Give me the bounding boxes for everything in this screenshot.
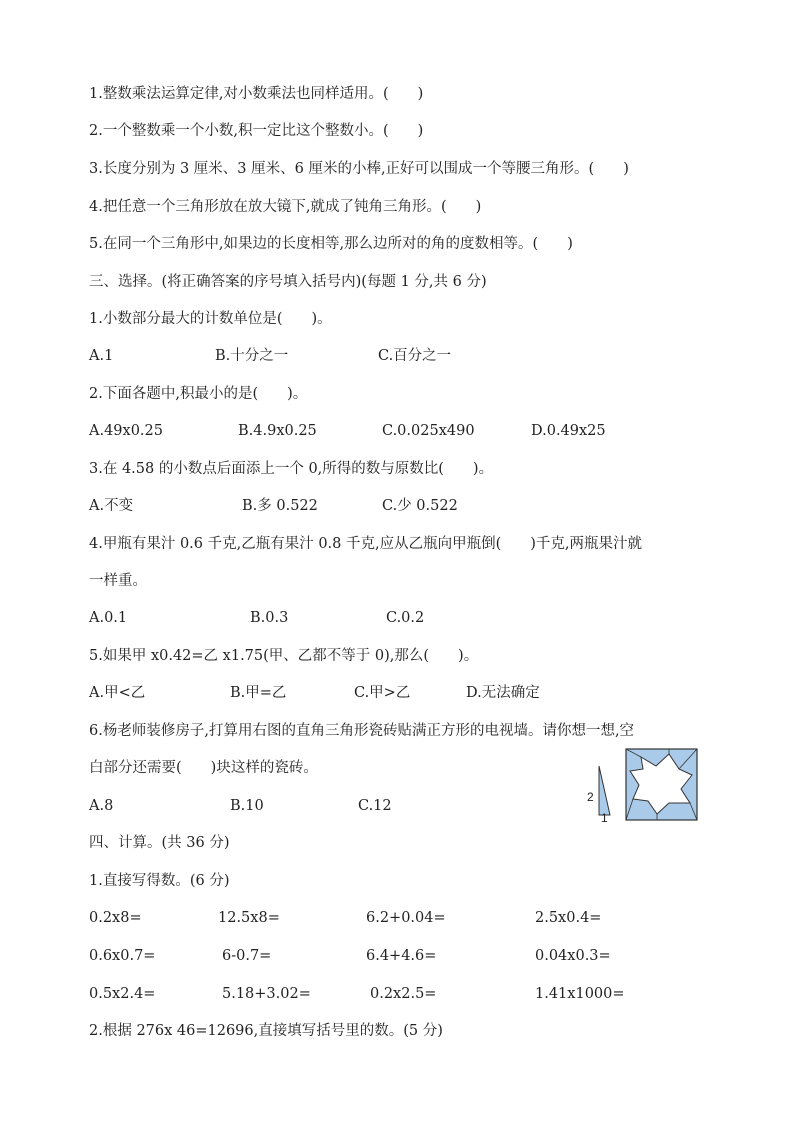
q2-option-a: A.49x0.25 <box>89 423 163 439</box>
calc-item: 6.4+4.6= <box>366 948 437 964</box>
q3-option-c: C.少 0.522 <box>382 498 458 514</box>
section-4-title: 四、计算。(共 36 分) <box>89 835 230 851</box>
triangle-tile <box>599 766 610 815</box>
tile-height-label: 2 <box>587 790 594 804</box>
calc-question-2-title: 2.根据 276x 46=12696,直接填写括号里的数。(5 分) <box>89 1023 443 1039</box>
choice-question-4: 4.甲瓶有果汁 0.6 千克,乙瓶有果汁 0.8 千克,应从乙瓶向甲瓶倒( )千克,两瓶果汁就 <box>89 536 643 552</box>
calc-item: 0.6x0.7= <box>89 948 156 964</box>
calc-item: 6.2+0.04= <box>366 910 446 926</box>
q2-option-c: C.0.025x490 <box>382 423 475 439</box>
q4-option-b: B.0.3 <box>250 610 289 626</box>
calc-item: 1.41x1000= <box>535 986 625 1002</box>
q4-option-a: A.0.1 <box>89 610 128 626</box>
choice-question-3: 3.在 4.58 的小数点后面添上一个 0,所得的数与原数比( )。 <box>89 461 494 477</box>
q1-option-c: C.百分之一 <box>378 348 452 364</box>
choice-question-6-cont: 白部分还需要( )块这样的瓷砖。 <box>89 760 318 776</box>
choice-question-2: 2.下面各题中,积最小的是( )。 <box>89 386 308 402</box>
tile-base-label: 1 <box>601 811 608 823</box>
q5-option-d: D.无法确定 <box>466 685 540 701</box>
judge-item-3: 3.长度分别为 3 厘米、3 厘米、6 厘米的小棒,正好可以围成一个等腰三角形。( ) <box>89 161 629 177</box>
calc-item: 6-0.7= <box>222 948 272 964</box>
tile-figure <box>585 745 700 823</box>
q1-option-a: A.1 <box>89 348 114 364</box>
calc-item: 2.5x0.4= <box>535 910 602 926</box>
q6-option-c: C.12 <box>358 798 392 814</box>
calc-item: 0.2x8= <box>89 910 142 926</box>
q1-option-b: B.十分之一 <box>215 348 289 364</box>
calc-item: 0.04x0.3= <box>535 948 611 964</box>
q6-option-a: A.8 <box>89 798 114 814</box>
choice-question-6: 6.杨老师装修房子,打算用右图的直角三角形瓷砖贴满正方形的电视墙。请你想一想,空 <box>89 723 635 739</box>
judge-item-5: 5.在同一个三角形中,如果边的长度相等,那么边所对的角的度数相等。( ) <box>89 236 573 252</box>
q3-option-a: A.不变 <box>89 498 134 514</box>
calc-item: 0.5x2.4= <box>89 986 156 1002</box>
choice-question-5: 5.如果甲 x0.42=乙 x1.75(甲、乙都不等于 0),那么( )。 <box>89 648 479 664</box>
calc-question-1-title: 1.直接写得数。(6 分) <box>89 873 230 889</box>
calc-item: 0.2x2.5= <box>370 986 437 1002</box>
q5-option-a: A.甲<乙 <box>89 685 146 701</box>
judge-item-4: 4.把任意一个三角形放在放大镜下,就成了钝角三角形。( ) <box>89 199 482 215</box>
q4-option-c: C.0.2 <box>386 610 425 626</box>
calc-item: 5.18+3.02= <box>222 986 311 1002</box>
judge-item-2: 2.一个整数乘一个小数,积一定比这个整数小。( ) <box>89 123 424 139</box>
calc-item: 12.5x8= <box>218 910 280 926</box>
q5-option-c: C.甲>乙 <box>354 685 411 701</box>
square-wall <box>626 749 697 820</box>
choice-question-4-cont: 一样重。 <box>89 573 147 589</box>
judge-item-1: 1.整数乘法运算定律,对小数乘法也同样适用。( ) <box>89 86 424 102</box>
q6-option-b: B.10 <box>230 798 264 814</box>
section-3-title: 三、选择。(将正确答案的序号填入括号内)(每题 1 分,共 6 分) <box>89 274 487 290</box>
q2-option-b: B.4.9x0.25 <box>238 423 317 439</box>
choice-question-1: 1.小数部分最大的计数单位是( )。 <box>89 311 332 327</box>
q2-option-d: D.0.49x25 <box>531 423 606 439</box>
q5-option-b: B.甲=乙 <box>230 685 287 701</box>
q3-option-b: B.多 0.522 <box>242 498 318 514</box>
